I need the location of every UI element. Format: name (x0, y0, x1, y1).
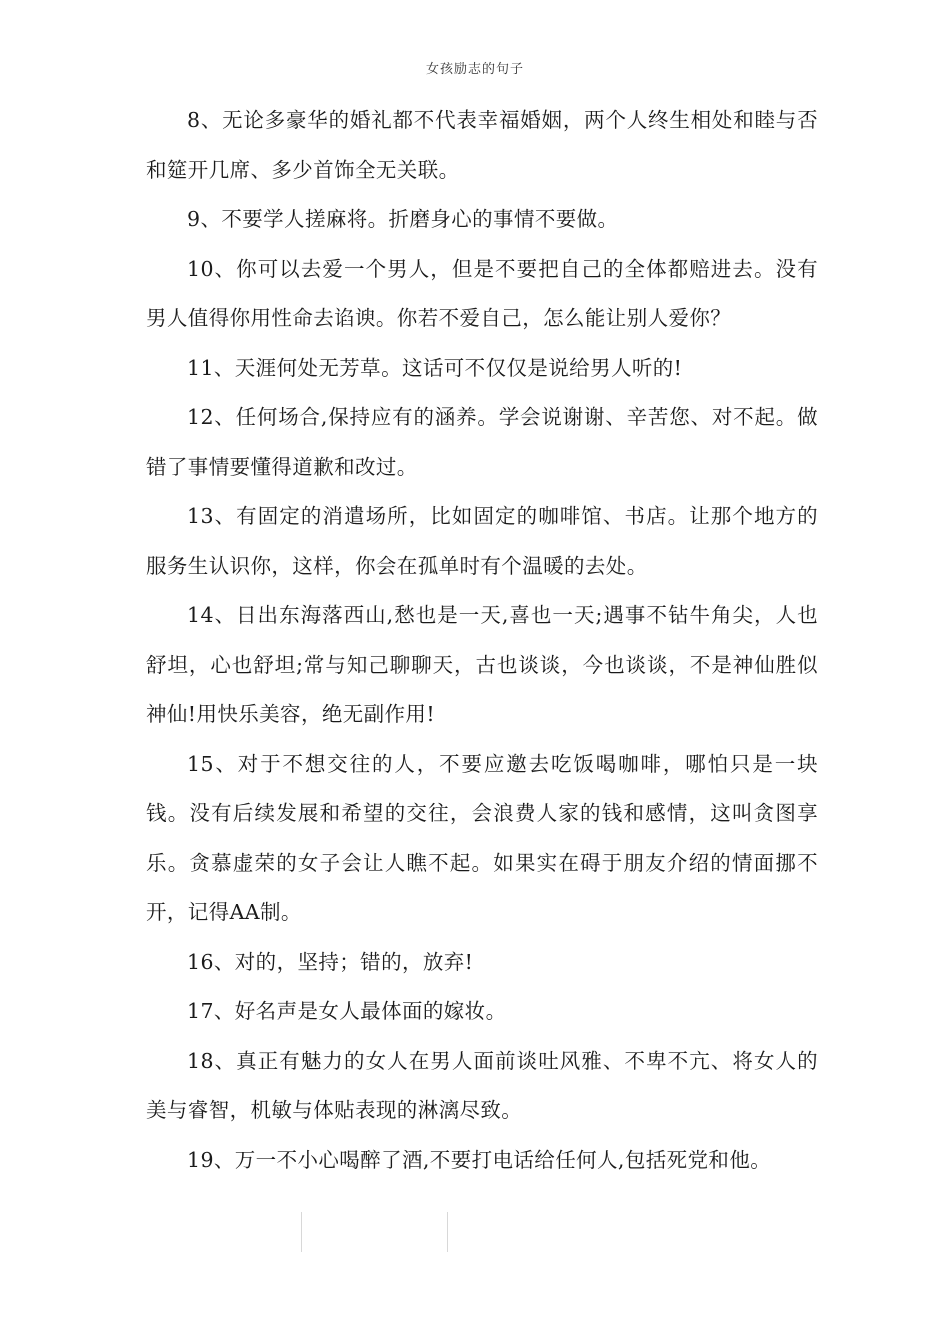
paragraph-item-19: 19、万一不小心喝醉了酒,不要打电话给任何人,包括死党和他。 (187, 1147, 772, 1172)
paragraph-item-15: 15、对于不想交往的人，不要应邀去吃饭喝咖啡，哪怕只是一块钱。没有后续发展和希望的交往，会浪费人家的钱和感情，这叫贪图享乐。贪慕虚荣的女子会让人瞧不起。如果实在碍于朋友介绍的情面挪不开，记得AA制。 (146, 751, 818, 924)
paragraph-item-10: 10、你可以去爱一个男人，但是不要把自己的全体都赔进去。没有男人值得你用性命去谄谀。你若不爱自己，怎么能让别人爱你？ (146, 256, 818, 330)
paragraph-item-8: 8、无论多豪华的婚礼都不代表幸福婚姻，两个人终生相处和睦与否和筵开几席、多少首饰全无关联。 (146, 108, 818, 182)
paragraph-item-18: 18、真正有魅力的女人在男人面前谈吐风雅、不卑不亢、将女人的美与睿智，机敏与体贴表现的淋漓尽致。 (146, 1048, 818, 1122)
paragraph-item-13: 13、有固定的消遣场所，比如固定的咖啡馆、书店。让那个地方的服务生认识你，这样，你会在孤单时有个温暖的去处。 (146, 504, 818, 578)
paragraph-item-14: 14、日出东海落西山,愁也是一天,喜也一天;遇事不钻牛角尖，人也舒坦，心也舒坦;常与知己聊聊天，古也谈谈，今也谈谈，不是神仙胜似神仙!用快乐美容，绝无副作用! (146, 603, 818, 726)
paragraph-item-9: 9、不要学人搓麻将。折磨身心的事情不要做。 (187, 207, 619, 231)
paragraph-item-17: 17、好名声是女人最体面的嫁妆。 (187, 999, 507, 1023)
paragraph-item-11: 11、天涯何处无芳草。这话可不仅仅是说给男人听的! (187, 355, 683, 380)
footer-frame-lines (301, 1212, 448, 1252)
page-header-title: 女孩励志的句子 (425, 62, 524, 77)
paragraph-item-16: 16、对的，坚持；错的，放弃! (187, 949, 474, 974)
paragraph-item-12: 12、任何场合,保持应有的涵养。学会说谢谢、辛苦您、对不起。做错了事情要懂得道歉和改过。 (146, 405, 818, 479)
document-body (146, 96, 818, 1185)
